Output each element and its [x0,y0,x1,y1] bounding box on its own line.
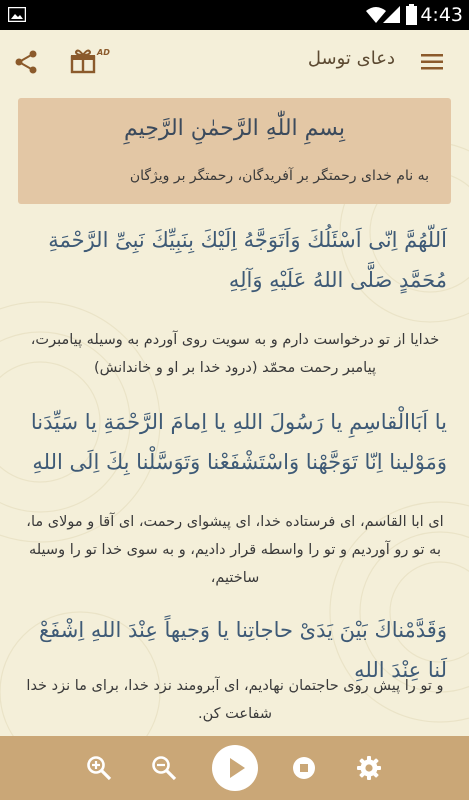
zoom-in-icon[interactable] [86,755,112,781]
settings-icon[interactable] [356,755,382,781]
prayer-content[interactable] [0,92,469,736]
gift-icon[interactable] [70,48,96,74]
status-bar [0,0,469,30]
play-button[interactable] [212,745,258,791]
passage-3-translation: و تو را پیش روی حاجتمان نهادیم، ای آبرومند نزد خدا، برای ما نزد خدا شفاعت کن. [26,678,444,722]
gallery-icon [8,7,26,22]
basmala-arabic: بِسمِ اللّٰهِ الرَّحمٰنِ الرَّحِیمِ [123,116,346,141]
ad-badge: AD [97,48,110,57]
play-icon [212,745,258,791]
app-bar [0,30,469,92]
passage-3-arabic: وَقَدَّمْناكَ بَیْنَ یَدَیْ حاجاتِنا یا وَجیهاً عِنْدَ اللهِ اِشْفَعْ لَنا عِنْدَ اللهِ [38,618,447,682]
passage-2-arabic: یا اَبَاالْقاسِمِ یا رَسُولَ اللهِ یا اِمامَ الرَّحْمَةِ یا سَیِّدَنا وَمَوْلینا اِنّا تَوَجَّهْنا وَاسْتَشْفَعْنا وَتَوَسَّلْنا بِكَ اِلَى اللهِ [30,410,447,474]
passage-1-translation: خدایا از تو درخواست دارم و به سویت روی آوردم به وسیله پیامبرت، پیامبر رحمت محمّد (درود خدا بر او و خاندانش) [30,332,440,376]
signal-icon [383,6,401,24]
status-time: 4:43 [420,4,463,26]
share-icon[interactable] [14,50,38,74]
passage-1-arabic: اَللّهُمَّ اِنّی اَسْئَلُكَ وَاَتَوَجَّهُ اِلَیْكَ بِنَبِیِّكَ نَبِیِّ الرَّحْمَةِ مُحَمَّدٍ صَلَّى اللهُ عَلَیْهِ وَآلِهِ [48,228,447,292]
player-toolbar [0,736,469,800]
basmala-card [18,98,451,204]
passage-2-translation: ای ابا القاسم، ای فرستاده خدا، ای پیشوای رحمت، ای آقا و مولای ما، به تو رو آوردیم و تو را واسطه قرار دادیم، و به سوی خدا تو را وسیله ساختیم، [26,514,444,586]
page-title: دعای توسل [307,48,395,69]
stop-icon[interactable] [292,756,316,780]
hamburger-menu-icon[interactable] [421,54,443,70]
battery-icon [406,4,417,25]
basmala-translation: به نام خدای رحمتگر بر آفریدگان، رحمتگر بر ویژگان [129,168,429,184]
zoom-out-icon[interactable] [151,755,177,781]
